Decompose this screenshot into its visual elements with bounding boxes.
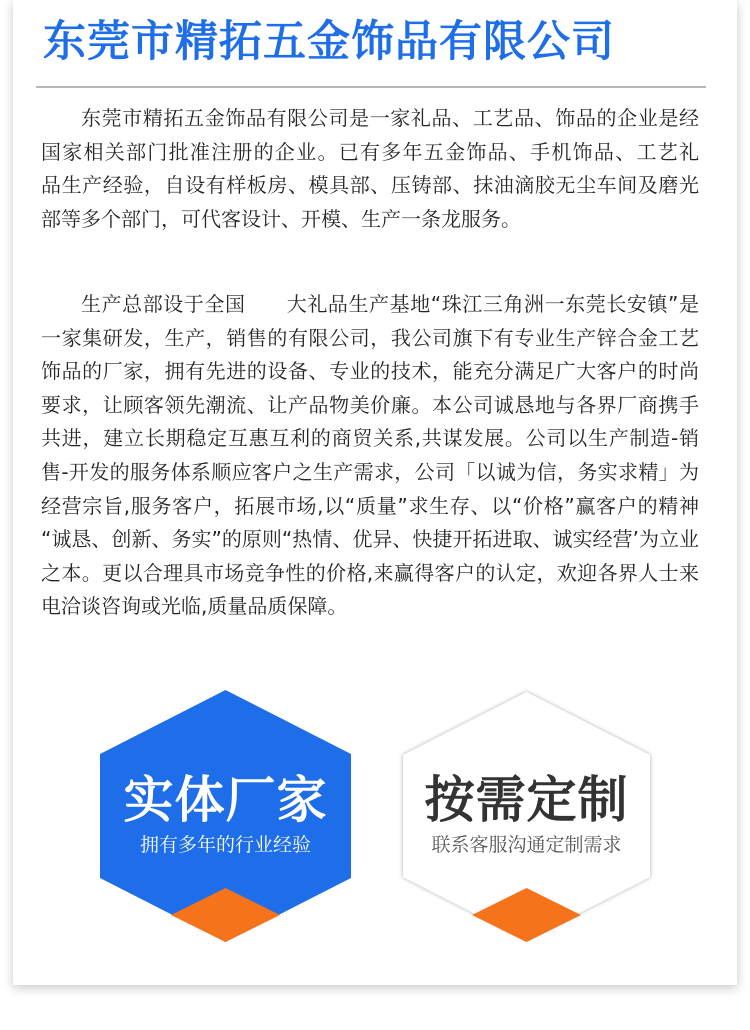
feature-card-custom — [398, 688, 655, 944]
factory-icon — [398, 688, 424, 714]
feature-title: 实体厂家 — [123, 771, 328, 829]
feature-subtitle: 拥有多年的行业经验 — [139, 834, 311, 856]
content-card — [13, 0, 737, 985]
title-divider — [36, 86, 706, 88]
about-paragraph-1: 东莞市精拓五金饰品有限公司是一家礼品、工艺品、饰品的企业是经国家相关部门批准注册的企业。已有多年五金饰品、手机饰品、工艺礼 品生产经验，自设有样板房、模具部、压铸部、抹油滴胶无尘车间及磨光部等多个部门，可代客设计、开模、生产一条龙服务。 — [41, 106, 719, 231]
feature-subtitle: 联系客服沟通定制需求 — [431, 834, 622, 856]
factory-icon — [97, 688, 123, 714]
feature-title: 按需定制 — [424, 771, 629, 829]
about-paragraph-2: 生产总部设于全国 大礼品生产基地“珠江三角洲一东莞长安镇”是一家集研发，生产，销售的有限公司，我公司旗下有专业生产锌合金工艺饰品的厂家，拥有先进的设备、专业的技术，能充分满足广大客户的时尚要求，让顾客领先潮流、让产品物美价廉。本公司诚恳地与各界厂商携手共进，建立长期稳定互惠互利的商贸关系,共谋发展。公司以生产制造-销售-开发的服务体系顺应客户之生产需求，公司「以诚为信，务实求精」为经营宗旨,服务客户，拓展市场,以“质量”求生存、以“价格”赢客户的精神 “诚恳、创新、务实”的原则“热情、优异、快捷开拓进取、诚实经营’为立业之本。更以合理具市场竞争性的价格,来赢得客户的认定，欢迎各界人士来电洽谈咨询或光临,质量品质保障。 — [41, 292, 699, 619]
feature-card-factory — [97, 688, 354, 944]
company-title: 东莞市精拓五金饰品有限公司 — [43, 17, 615, 67]
